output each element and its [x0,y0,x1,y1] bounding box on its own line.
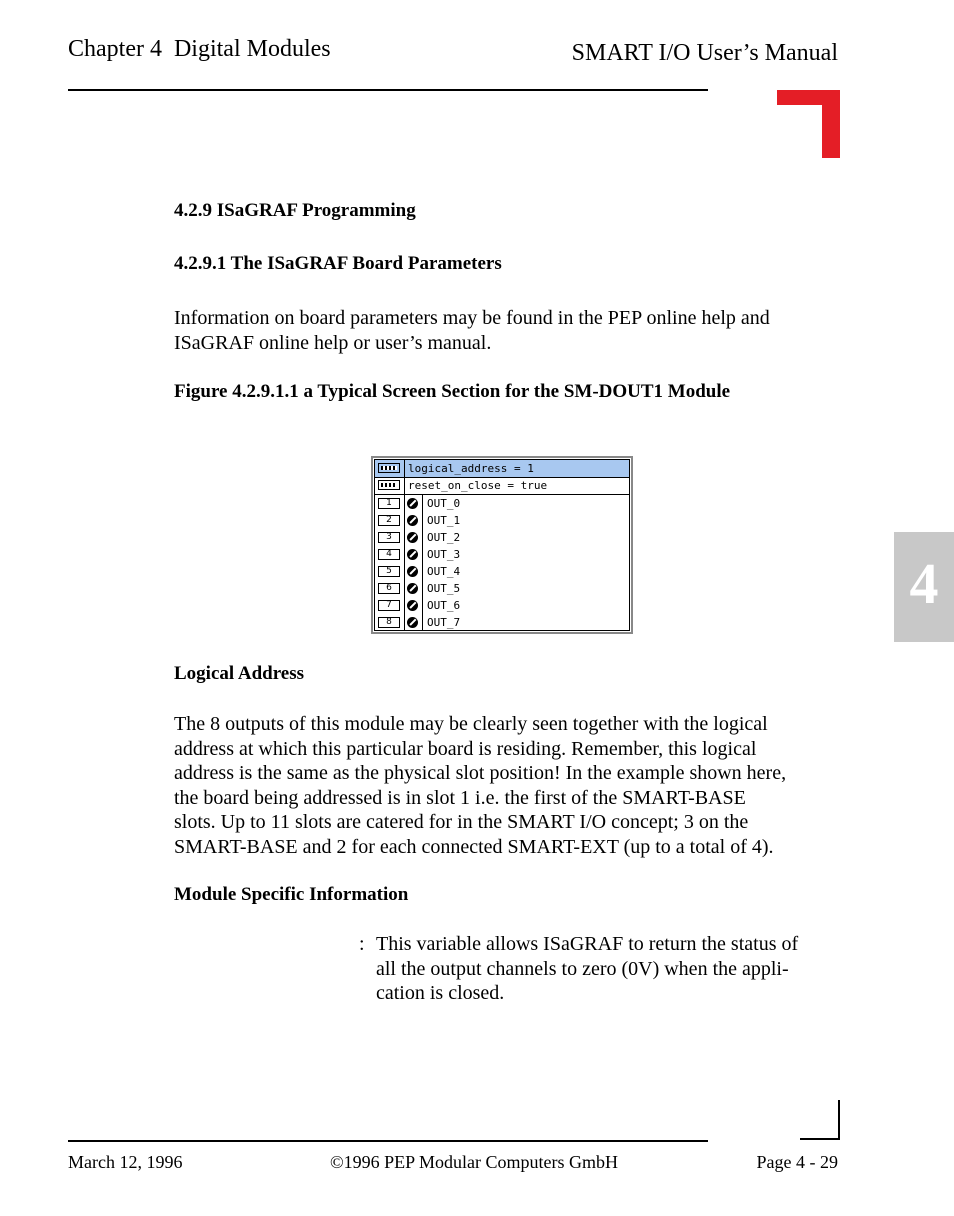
channel-row[interactable] [375,597,629,614]
logical-address-paragraph: The 8 outputs of this module may be clearly seen together with the logical address at which this particular board is residing. Remember, this logical address is the same as the physical slot position! In the example shown here, the board being addressed is in slot 1 i.e. the first of the SMART-BASE slots. Up to 11 slots are catered for in the SMART I/O concept; 3 on the SMART-BASE and 2 for each connected SMART-EXT (up to a total of 4). [174,713,787,858]
output-icon [407,549,418,560]
module-info-colon: : [359,933,365,955]
output-icon [407,583,418,594]
footer-rule [68,1140,708,1142]
module-info-paragraph: This variable allows ISaGRAF to return the status of all the output channels to zero (0V) when the appli- cation is closed. [376,933,799,1004]
channel-row[interactable] [375,529,629,546]
output-icon [407,600,418,611]
channel-number: 5 [378,566,400,577]
channel-row[interactable] [375,546,629,563]
output-icon [407,532,418,543]
channel-label: OUT_1 [427,514,461,527]
chapter-tab-label: 4 [909,551,939,616]
channel-number: 6 [378,583,400,594]
logical-address-heading: Logical Address [174,663,305,684]
corner-mark-bottom [800,1100,840,1140]
header-rule [68,89,708,91]
output-icon [407,617,418,628]
module-info-heading: Module Specific Information [174,884,409,905]
channel-label: OUT_2 [427,531,461,544]
channel-label: OUT_3 [427,548,461,561]
footer-page: Page 4 - 29 [756,1152,838,1172]
footer-copyright: ©1996 PEP Modular Computers GmbH [330,1152,619,1172]
channel-number: 1 [378,498,400,509]
channel-number: 7 [378,600,400,611]
param-row-reset-on-close[interactable]: reset_on_close = true [375,477,629,494]
parameter-icon [378,480,400,490]
channel-row[interactable] [375,495,629,512]
channel-row[interactable] [375,580,629,597]
channel-number: 3 [378,532,400,543]
chapter-tab [894,532,954,642]
channel-row[interactable] [375,512,629,529]
channel-label: OUT_7 [427,616,461,629]
figure-caption: Figure 4.2.9.1.1 a Typical Screen Section for the SM-DOUT1 Module [174,381,731,402]
channel-row[interactable] [375,614,629,631]
chapter-title: Chapter 4 Digital Modules [68,36,331,62]
output-icon [407,498,418,509]
param-row-logical-address[interactable]: logical_address = 1 [375,460,629,477]
footer-date: March 12, 1996 [68,1152,183,1172]
channel-label: OUT_5 [427,582,461,595]
channel-row[interactable] [375,563,629,580]
channel-number: 8 [378,617,400,628]
board-parameters-screen [371,456,633,634]
channel-number: 4 [378,549,400,560]
intro-paragraph: Information on board parameters may be found in the PEP online help and ISaGRAF online help or user’s manual. [174,307,770,354]
section-heading: 4.2.9 ISaGRAF Programming [174,200,416,221]
channel-label: OUT_6 [427,599,461,612]
channel-number: 2 [378,515,400,526]
output-icon [407,515,418,526]
channel-label: OUT_0 [427,497,461,510]
manual-title: SMART I/O User’s Manual [571,40,838,66]
corner-mark [777,90,840,158]
parameter-icon [378,463,400,473]
subsection-heading: 4.2.9.1 The ISaGRAF Board Parameters [174,253,502,274]
channel-label: OUT_4 [427,565,461,578]
output-icon [407,566,418,577]
